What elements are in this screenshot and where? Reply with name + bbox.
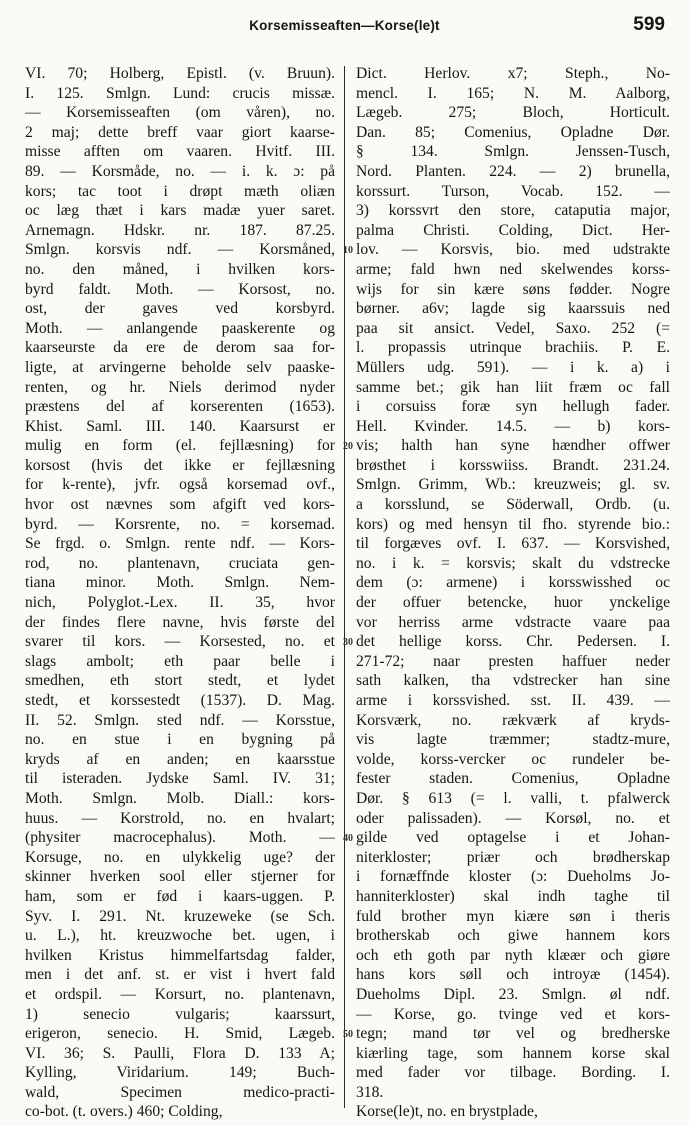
text-line: Korse(le)t, no. en brystplade, — [356, 1103, 538, 1121]
text-line: l. propassis utrinque brachiis. P. E. — [356, 339, 670, 357]
text-line: Korsværk, no. rækværk af kryds- — [356, 711, 670, 729]
column-divider — [344, 66, 345, 1108]
text-line: 1) senecio vulgaris; kaarssurt, — [25, 1005, 335, 1023]
text-line: korssurt. Turson, Vocab. 152. — — [356, 182, 670, 200]
text-line: 318. — [356, 1083, 384, 1101]
line-number: 30 — [343, 637, 353, 649]
line-number: 40 — [343, 833, 353, 845]
text-line: oc læg thæt i kars madæ yuer saret. — [25, 202, 335, 220]
running-head: Korsemisseaften—Korse(le)t — [249, 18, 440, 33]
text-line: tiana minor. Moth. Smlgn. Nem- — [25, 574, 335, 592]
page-number: 599 — [633, 14, 665, 35]
text-line: u. L.), ht. kreuzwoche bet. ugen, i — [25, 927, 335, 945]
text-line: niterkloster; priær och brødherskap — [356, 848, 670, 866]
text-line: hvilken Kristus himmelfartsdag falder, — [25, 946, 335, 964]
text-line: kryds af en anden; en kaarsstue — [25, 750, 335, 768]
text-line: Moth. — anlangende paaskerente og — [25, 319, 335, 337]
text-line: hvor ost nævnes som afgift ved kors- — [25, 496, 335, 514]
text-line: til isteraden. Jydske Saml. IV. 31; — [25, 770, 335, 788]
line-number: 50 — [343, 1029, 353, 1041]
text-line: — Korsemisseaften (om våren), no. — [25, 104, 335, 122]
text-line: VI. 36; S. Paulli, Flora D. 133 A; — [25, 1044, 335, 1062]
text-line: a korsslund, se Söderwall, Ordb. (u. — [356, 496, 670, 514]
text-line: misse afften om vaaren. Hvitf. III. — [25, 143, 335, 161]
text-line: vis lagte træmmer; stadtz-mure, — [356, 731, 670, 749]
text-line: paa sit ansict. Vedel, Saxo. 252 (= — [356, 319, 670, 337]
text-line: sath kalken, tha vdstrecker han sine — [356, 672, 670, 690]
text-line: Hell. Kvinder. 14.5. — b) kors- — [356, 417, 670, 435]
text-line: II. 52. Smlgn. sted ndf. — Korsstue, — [25, 711, 335, 729]
text-line: ham, som er fød i kaars-uggen. P. — [25, 887, 335, 905]
text-line: 3) korssvrt den store, cataputia major, — [356, 202, 670, 220]
text-line: Arnemagn. Hdskr. nr. 187. 87.25. — [25, 221, 335, 239]
text-line: brøsthet i korsswiiss. Brandt. 231.24. — [356, 456, 670, 474]
left-column — [25, 64, 335, 1122]
text-line: lov. — Korsvis, bio. med udstrakte — [356, 241, 670, 259]
text-line: smedhen, eth stort stedt, et lydet — [25, 672, 335, 690]
text-line: brotherskab och giwe hannem kors — [356, 927, 670, 945]
text-line: stedt, et korssestedt (1537). D. Mag. — [25, 692, 335, 709]
text-line: no. i k. = korsvis; skalt du vdstrecke — [356, 554, 670, 572]
text-line: co-bot. (t. overs.) 460; Colding, — [25, 1103, 223, 1121]
text-line: rod, no. plantenavn, cruciata gen- — [25, 554, 335, 572]
line-number: 20 — [343, 441, 353, 453]
text-line: i fornæffnde kloster (ɔ: Dueholms Jo- — [356, 868, 670, 886]
text-line: tegn; mand tør vel og bredherske — [356, 1025, 670, 1043]
text-line: och eth goth par nyth klæær och giøre — [356, 946, 670, 964]
text-line: wijs for sin kære søns fødder. Nogre — [356, 280, 670, 298]
text-line: der findes flere navne, hvis første del — [25, 613, 335, 631]
text-line: børner. a6v; lagde sig kaarssuis ned — [356, 300, 670, 318]
text-line: 89. — Korsmåde, no. — i. k. ɔ: på — [25, 162, 335, 180]
text-line: 2 maj; dette breff vaar giort kaarse- — [25, 123, 335, 141]
text-line: vor herriss arme vdstracte vaare paa — [356, 613, 670, 631]
text-line: huus. — Korstrold, no. en hvalart; — [25, 809, 335, 827]
text-line: gilde ved optagelse i et Johan- — [356, 829, 670, 847]
text-line: fuld brother myn kiære søn i theris — [356, 907, 670, 925]
text-line: kors; tac toot i drøpt mæth oliæn — [25, 182, 335, 200]
text-line: byrd. — Korsrente, no. = korsemad. — [25, 515, 335, 533]
text-line: Dueholms Dipl. 23. Smlgn. øl ndf. — [356, 985, 670, 1003]
text-line: Korsuge, no. en ulykkelig uge? der — [25, 848, 335, 866]
text-line: Dør. § 613 (= l. valli, t. pfalwerck — [356, 789, 670, 807]
text-line: nich, Polyglot.-Lex. II. 35, hvor — [25, 594, 335, 612]
text-line: no. den måned, i hvilken kors- — [25, 260, 335, 278]
text-line: VI. 70; Holberg, Epistl. (v. Bruun). — [25, 65, 335, 82]
text-line: vis; halth han syne hændher offwer — [356, 437, 670, 455]
text-line: no. en stue i en bygning på — [25, 731, 335, 749]
text-line: Müllers udg. 591). — i k. a) i — [356, 358, 670, 376]
text-line: hanniterkloster) skal indh taghe til — [356, 887, 670, 905]
text-line: § 134. Smlgn. Jenssen-Tusch, — [356, 143, 670, 161]
text-line: med fader vor tilbage. Bording. I. — [356, 1064, 670, 1082]
text-line: ost, der gaves ved korsbyrd. — [25, 300, 335, 318]
text-line: (physiter macrocephalus). Moth. — — [25, 829, 335, 847]
text-line: fester staden. Comenius, Opladne — [356, 770, 670, 788]
text-line: hans kors søll och introyæ (1454). — [356, 966, 670, 984]
text-line: I. 125. Smlgn. Lund: crucis missæ. — [25, 84, 335, 102]
text-line: renten, og hr. Niels derimod nyder — [25, 378, 335, 396]
page-header — [0, 14, 689, 42]
text-line: wald, Specimen medico-practi- — [25, 1083, 335, 1101]
text-line: et ordspil. — Korsurt, no. plantenavn, — [25, 985, 335, 1003]
text-line: kiærling tage, som hannem korse skal — [356, 1044, 670, 1062]
text-line: dem (ɔ: armene) i korsswisshed oc — [356, 574, 670, 592]
text-line: Syv. I. 291. Nt. kruzeweke (se Sch. — [25, 907, 335, 925]
text-line: i corsuiss foræ syn hellugh fader. — [356, 398, 670, 416]
text-line: mulig en form (el. fejllæsning) for — [25, 437, 335, 455]
text-line: arme; fald hwn ned skelwendes korss- — [356, 260, 670, 278]
text-line: samme bet.; gik han liit fræm oc fall — [356, 378, 670, 396]
text-line: — Korse, go. tvinge ved et kors- — [356, 1005, 670, 1023]
text-line: Khist. Saml. III. 140. Kaarsurst er — [25, 417, 335, 435]
text-line: ligte, at arvingerne beholde selv paaske- — [25, 358, 335, 376]
text-line: kors) og med hensyn til fho. styrende bio.: — [356, 515, 670, 533]
text-line: kaarseurste da ere de derom saa for- — [25, 339, 335, 357]
text-line: der offuer betencke, huor ynckelige — [356, 594, 670, 612]
text-line: det hellige korss. Chr. Pedersen. I. — [356, 633, 670, 651]
text-line: Kylling, Viridarium. 149; Buch- — [25, 1064, 335, 1082]
text-line: Dict. Herlov. x7; Steph., No- — [356, 65, 670, 82]
text-line: Lægeb. 275; Bloch, Horticult. — [356, 104, 670, 122]
text-line: erigeron, senecio. H. Smid, Lægeb. — [25, 1025, 335, 1043]
text-line: men i det anf. st. er vist i hvert fald — [25, 966, 335, 984]
text-line: skinner hverken sool eller stjerner for — [25, 868, 335, 886]
text-line: til forgæves ovf. I. 637. — Korsvished, — [356, 535, 670, 553]
text-line: Nord. Planten. 224. — 2) brunella, — [356, 162, 670, 180]
right-column — [356, 64, 670, 1122]
text-line: Dan. 85; Comenius, Opladne Dør. — [356, 123, 670, 141]
text-line: byrd faldt. Moth. — Korsost, no. — [25, 280, 335, 298]
text-line: slags ambolt; eth paar belle i — [25, 652, 335, 670]
text-line: mencl. I. 165; N. M. Aalborg, — [356, 84, 670, 102]
text-line: Moth. Smlgn. Molb. Diall.: kors- — [25, 789, 335, 807]
text-line: Se frgd. o. Smlgn. rente ndf. — Kors- — [25, 535, 335, 553]
text-line: volde, korss-vercker oc rundeler be- — [356, 750, 670, 768]
text-line: korsost (hvis det ikke er fejllæsning — [25, 456, 335, 474]
text-line: præstens del af korserenten (1653). — [25, 398, 335, 416]
line-number: 10 — [343, 245, 353, 257]
text-line: svarer til kors. — Korsested, no. et — [25, 633, 335, 651]
text-line: arme i korssvished. sst. II. 439. — — [356, 692, 670, 709]
text-line: Smlgn. korsvis ndf. — Korsmåned, — [25, 241, 335, 259]
text-line: 271-72; naar presten haffuer neder — [356, 652, 670, 670]
text-line: oder palissaden). — Korsøl, no. et — [356, 809, 670, 827]
text-line: for k-rente), jvfr. også korsemad ovf., — [25, 476, 335, 494]
text-line: Smlgn. Grimm, Wb.: kreuzweis; gl. sv. — [356, 476, 670, 494]
text-line: palma Christi. Colding, Dict. Her- — [356, 221, 670, 239]
